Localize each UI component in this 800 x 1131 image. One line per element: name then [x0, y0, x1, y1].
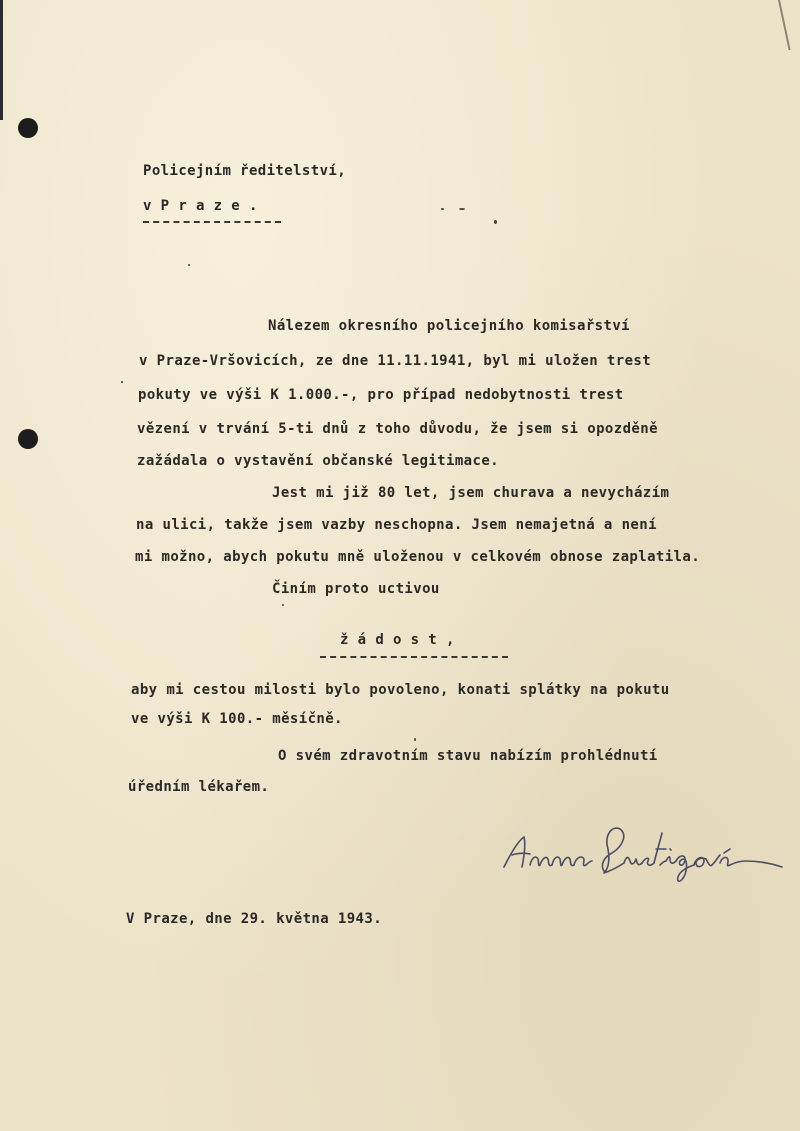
body-line: Jest mi již 80 let, jsem churava a nevycházím: [272, 485, 670, 501]
place-date: V Praze, dne 29. května 1943.: [126, 911, 383, 927]
paper-speck: [459, 208, 465, 210]
body-line: vězení v trvání 5-ti dnů z toho důvodu, že jsem si opozděně: [137, 421, 658, 437]
body-line: zažádala o vystavění občanské legitimace.: [137, 453, 499, 469]
addressee-line-2: v P r a z e .: [143, 198, 258, 214]
punch-hole-top: [18, 118, 38, 138]
addressee-line-1: Policejním ředitelství,: [143, 163, 347, 179]
request-line: ve výši K 100.- měsíčně.: [131, 711, 343, 727]
request-line: úředním lékařem.: [128, 779, 270, 795]
paper-speck: [414, 738, 416, 741]
body-line: na ulici, takže jsem vazby neschopna. Jsem nemajetná a není: [136, 517, 657, 533]
addressee-underline: [143, 221, 281, 223]
body-line: pokuty ve výši K 1.000.-, pro případ nedobytnosti trest: [138, 387, 624, 403]
paper-speck: [282, 604, 284, 606]
punch-hole-bottom: [18, 429, 38, 449]
paper-speck: [441, 208, 444, 210]
paper-speck: [494, 220, 497, 224]
body-line: mi možno, abych pokutu mně uloženou v celkovém obnose zaplatila.: [135, 549, 701, 565]
page-corner-fold: [778, 0, 800, 50]
request-line: O svém zdravotním stavu nabízím prohlédnutí: [278, 748, 658, 764]
body-line: v Praze-Vršovicích, ze dne 11.11.1941, byl mi uložen trest: [139, 353, 652, 369]
handwritten-signature: [500, 815, 790, 895]
request-heading-underline: [320, 656, 508, 658]
paper-speck: [121, 381, 123, 383]
paper-speck: [188, 264, 190, 266]
page-edge-shadow: [0, 0, 3, 120]
body-line: Nálezem okresního policejního komisařství: [268, 318, 630, 334]
request-heading: ž á d o s t ,: [340, 632, 455, 648]
body-line: Činím proto uctivou: [272, 581, 440, 597]
request-line: aby mi cestou milosti bylo povoleno, konati splátky na pokutu: [131, 682, 670, 698]
